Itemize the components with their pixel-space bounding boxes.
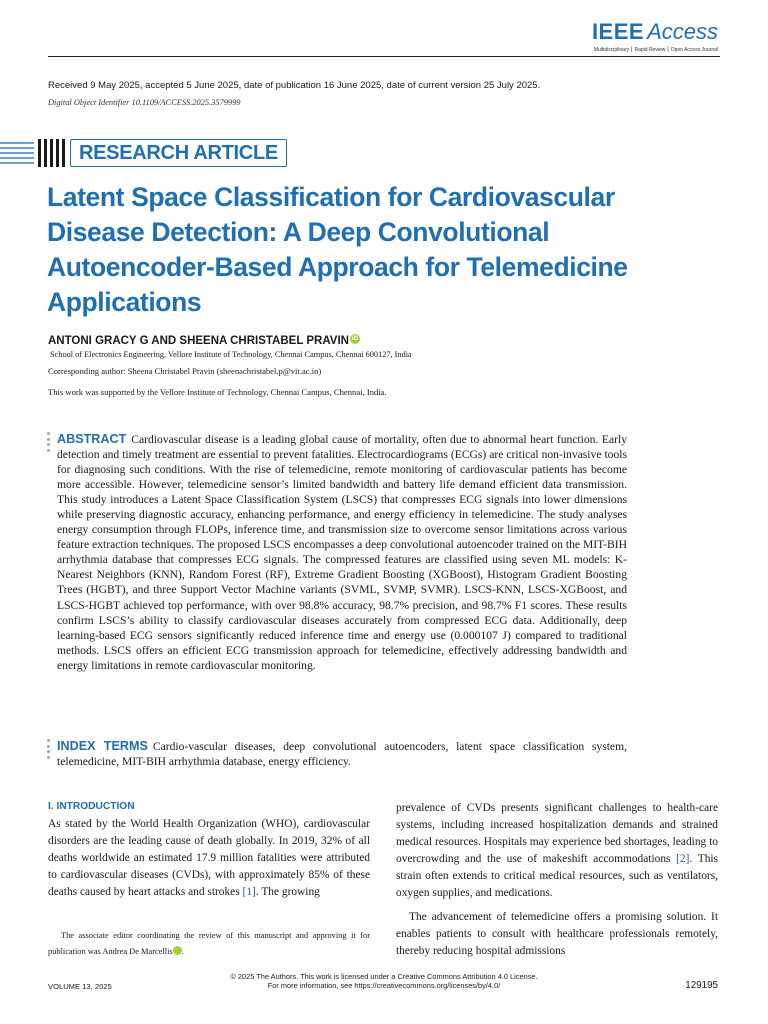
journal-logo	[592, 20, 718, 53]
corresponding-author: Corresponding author: Sheena Christabel Pravin (sheenachristabel.p@vit.ac.in)	[48, 366, 322, 376]
logo-access: Access	[647, 19, 718, 44]
abstract-text: Cardiovascular disease is a leading global cause of mortality, often due to abnormal heart function. Early detection and timely treatment are essential to prevent fatalities. Electrocardiograms (ECGs) are critical non-invasive tools for diagnosing such conditions. With the rise of telemedicine, remote monitoring of cardiovascular patients has become more accessible. However, telemedicine sensor’s limited bandwidth and battery life demand efficient data transmission. This study introduces a Latent Space Classification System (LSCS) that compresses ECG signals into lower dimensions while preserving diagnostic accuracy, enhancing performance, and energy efficiency in telemedicine. The study analyses energy consumption through FLOPs, inference time, and transmission size to overcome sensor limitations across various feature extraction techniques. The proposed LSCS encompasses a deep convolutional autoencoder trained on the MIT-BIH arrhythmia database that compresses ECG signals. The compressed features are classified using seven ML models: K-Nearest Neighbors (KNN), Random Forest (RF), Extreme Gradient Boosting (XGBoost), Histogram Gradient Boosting Trees (HGBT), and three Support Vector Machine variants (SVML, SVMP, SVMR). LSCS-KNN, LSCS-XGBoost, and LSCS-HGBT achieved top performance, with over 98.8% accuracy, 98.7% precision, and 98.7% F1 scores. These results confirm LSCS’s ability to classify cardiovascular diseases accurately from compressed ECG data. Additionally, deep learning-based ECG sensors significantly reduced inference time and energy use (0.000107 J) compared to traditional methods. LSCS offers an efficient ECG transmission approach for telemedicine, effectively addressing bandwidth and energy limitations in remote cardiovascular monitoring.	[57, 433, 627, 672]
orcid-icon[interactable]: iD	[173, 946, 182, 955]
authors: ANTONI GRACY G AND SHEENA CHRISTABEL PRAVIN	[48, 335, 349, 347]
page-number: 129195	[685, 980, 718, 991]
intro-right-paragraph-1	[396, 800, 718, 901]
intro-heading: I. INTRODUCTION	[48, 801, 135, 812]
banner-stripes-icon	[0, 137, 66, 169]
abstract-dots-icon	[47, 432, 51, 454]
journal-wordmark	[592, 20, 718, 44]
intro-left-text-end: . The growing	[255, 885, 320, 898]
license-line-2[interactable]: For more information, see https://creativecommons.org/licenses/by/4.0/	[267, 981, 501, 990]
doi-line: Digital Object Identifier 10.1109/ACCESS.2025.3579999	[48, 98, 241, 107]
abstract-heading: ABSTRACT	[57, 432, 127, 446]
logo-ieee: IEEE	[591, 19, 645, 44]
license-notice	[0, 972, 768, 990]
index-terms	[57, 739, 627, 769]
license-line-1: © 2025 The Authors. This work is licensed under a Creative Commons Attribution 4.0 License.	[230, 972, 538, 981]
citation-link[interactable]: [1]	[242, 885, 256, 898]
header-rule	[48, 56, 720, 57]
index-terms-dots-icon	[47, 739, 51, 761]
volume-label: VOLUME 13, 2025	[48, 982, 112, 991]
footnote-text: The associate editor coordinating the review of this manuscript and approving it for publication was Andrea De Marcellis	[48, 931, 370, 956]
authors-line	[48, 334, 360, 347]
footnote-text-wrap	[48, 928, 370, 960]
affiliation: School of Electronics Engineering, Vellore Institute of Technology, Chennai Campus, Chennai 600127, India	[50, 350, 412, 359]
intro-right-paragraph-2: The advancement of telemedicine offers a promising solution. It enables patients to consult with healthcare professionals remotely, thereby reducing hospital admissions	[396, 911, 718, 957]
footnote-end: .	[181, 947, 184, 956]
article-type-banner	[0, 137, 278, 169]
editor-footnote	[48, 928, 370, 960]
paper-title: Latent Space Classification for Cardiovascular Disease Detection: A Deep Convolutional Autoencoder-Based Approach for Telemedicine Applications	[47, 182, 628, 317]
index-terms-text: Cardio-vascular diseases, deep convolutional autoencoders, latent space classification system, telemedicine, MIT-BIH arrhythmia database, energy efficiency.	[57, 740, 627, 769]
orcid-icon[interactable]: iD	[351, 336, 358, 342]
intro-left-text: As stated by the World Health Organization (WHO), cardiovascular disorders are the leading cause of death globally. In 2019, 32% of all deaths worldwide an estimated 17.9 million fatalities were attributed to cardiovascular diseases (CVDs), with approximately 85% of these deaths caused by heart attacks and strokes	[48, 818, 370, 898]
article-type-label: RESEARCH ARTICLE	[70, 139, 287, 167]
index-terms-heading: INDEX TERMS	[57, 739, 148, 753]
intro-left-column	[48, 816, 370, 901]
intro-right-text: prevalence of CVDs presents significant challenges to health-care systems, including increased hospitalization demands and strained medical resources. Hospitals may experience bed shortages, leading to overcrowding and the use of makeshift accommodations	[396, 802, 718, 865]
journal-tagline: Multidisciplinary ⎮ Rapid Review ⎮ Open Access Journal	[593, 47, 718, 53]
funding-statement: This work was supported by the Vellore Institute of Technology, Chennai Campus, Chennai, India.	[48, 387, 387, 397]
abstract	[57, 432, 627, 673]
received-dates: Received 9 May 2025, accepted 5 June 2025, date of publication 16 June 2025, date of current version 25 July 2025.	[48, 80, 541, 91]
intro-right-text-end: . This strain often extends to critical medical resources, such as ventilators, oxygen supplies, and medications.	[396, 852, 718, 899]
citation-link[interactable]: [2]	[676, 852, 690, 865]
